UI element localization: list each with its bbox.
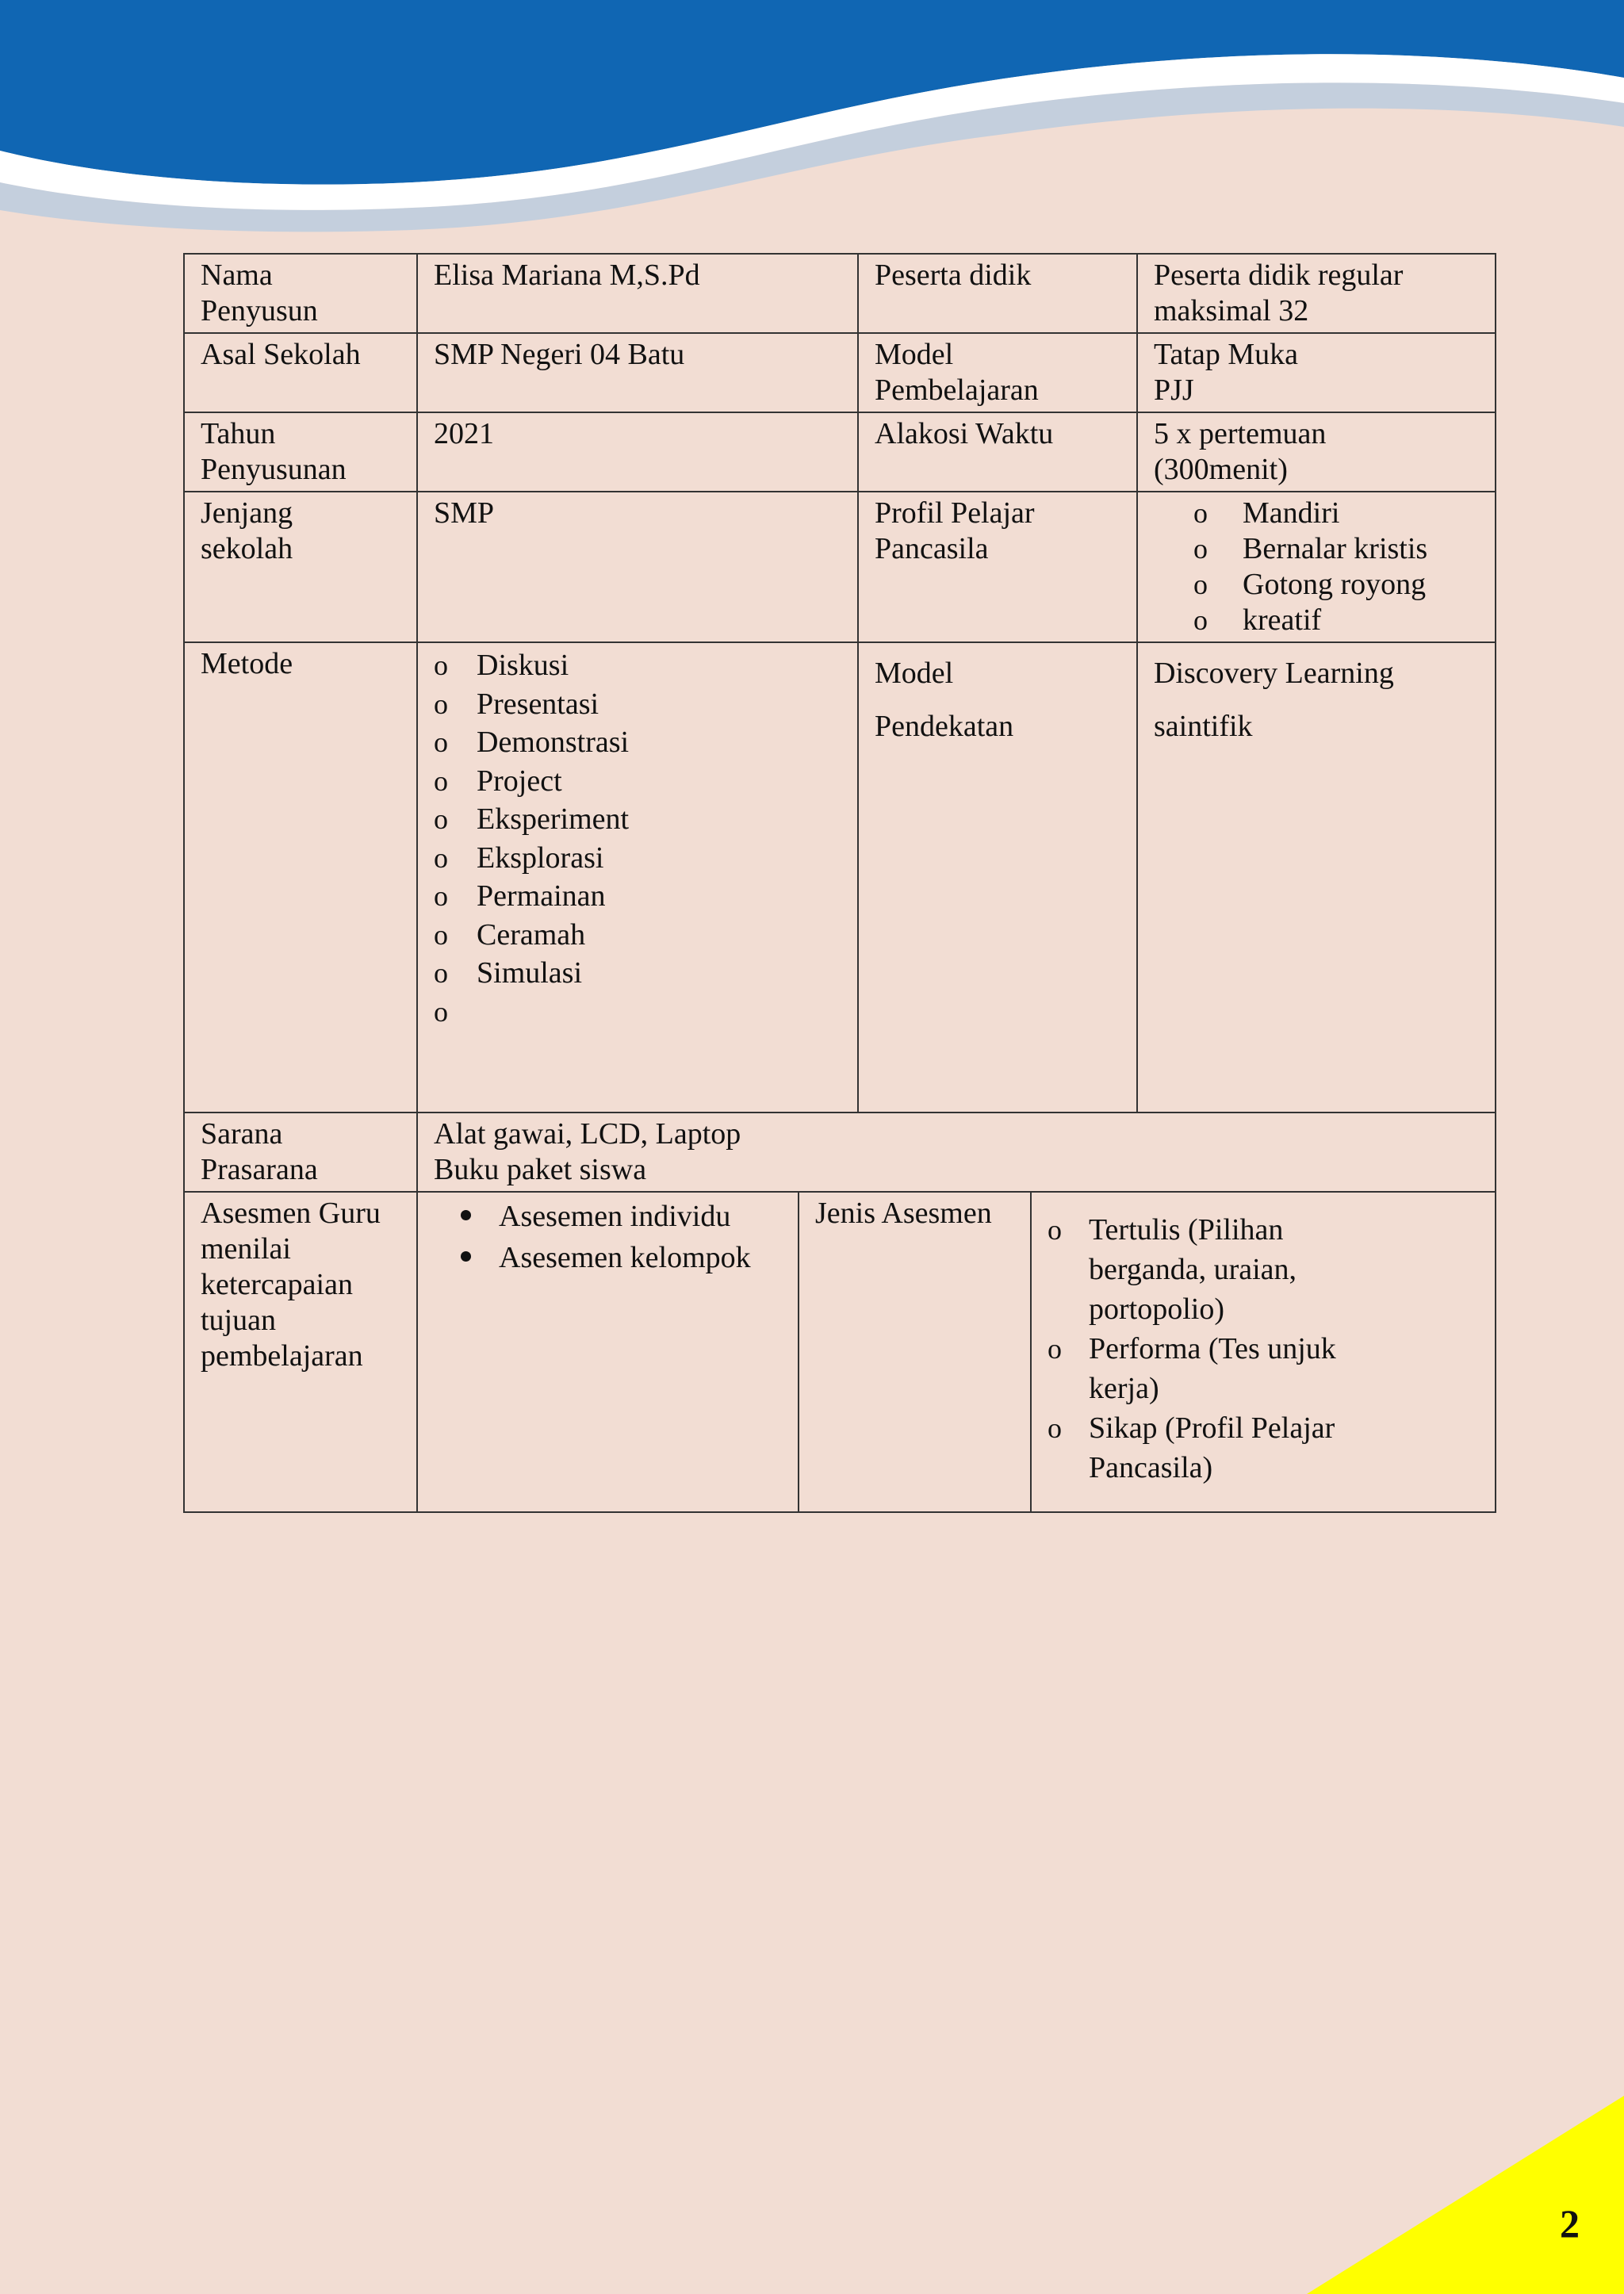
label-line: sekolah	[201, 532, 293, 565]
value-jenis-asesmen	[1031, 1193, 1495, 1511]
item-line: Pancasila)	[1089, 1451, 1213, 1484]
page-number: 2	[1560, 2201, 1580, 2246]
label-peserta-didik: Peserta didik	[858, 254, 1137, 333]
label-asesmen-guru	[184, 1192, 417, 1512]
label-line: Sarana	[201, 1117, 283, 1151]
label-alokasi-waktu: Alakosi Waktu	[858, 412, 1137, 492]
value-pendekatan: saintifik	[1154, 710, 1253, 743]
list-item: o Ceramah	[434, 916, 843, 955]
list-item: o Gotong royong	[1193, 567, 1480, 603]
label-asal-sekolah: Asal Sekolah	[184, 333, 417, 412]
value-line: (300menit)	[1154, 453, 1288, 486]
row-asesmen	[184, 1192, 1496, 1512]
row-asal-sekolah	[184, 333, 1496, 412]
value-model-pembelajaran	[1137, 333, 1496, 412]
metode-list	[434, 646, 843, 1031]
list-item: o Demonstrasi	[434, 723, 843, 762]
list-item	[1048, 1329, 1480, 1408]
list-item	[434, 993, 843, 1032]
list-item: o Permainan	[434, 877, 843, 916]
item-line: kerja)	[1089, 1372, 1159, 1405]
list-item: o Project	[434, 762, 843, 801]
list-item: Asesemen kelompok	[459, 1237, 783, 1278]
value-line: Alat gawai, LCD, Laptop	[434, 1117, 741, 1151]
list-item: o kreatif	[1193, 603, 1480, 638]
item-line: portopolio)	[1089, 1293, 1224, 1326]
list-item: o Bernalar kristis	[1193, 531, 1480, 567]
label-line: Model	[875, 338, 954, 371]
label-line: pembelajaran	[201, 1339, 363, 1373]
list-item: o Diskusi	[434, 646, 843, 685]
item-line: o Tertulis (Pilihan	[1089, 1213, 1284, 1247]
label-model-pendekatan	[858, 642, 1137, 1113]
value-model: Discovery Learning	[1154, 657, 1394, 690]
list-item: o Simulasi	[434, 954, 843, 993]
row-nama-penyusun	[184, 254, 1496, 333]
label-line: menilai	[201, 1232, 291, 1266]
row-tahun-penyusunan	[184, 412, 1496, 492]
row-jenjang-sekolah	[184, 492, 1496, 642]
list-item	[1048, 1408, 1480, 1488]
corner-yellow-decoration	[1307, 2096, 1624, 2294]
value-line: Buku paket siswa	[434, 1153, 647, 1186]
label-profil-pelajar	[858, 492, 1137, 642]
row-metode	[184, 642, 1496, 1113]
label-pendekatan: Pendekatan	[875, 710, 1014, 743]
lesson-identity-table	[183, 253, 1496, 1513]
list-item: o Eksplorasi	[434, 839, 843, 878]
label-model-pembelajaran	[858, 333, 1137, 412]
value-line: Peserta didik regular	[1154, 259, 1404, 292]
label-line: Tahun	[201, 417, 276, 450]
value-line: 5 x pertemuan	[1154, 417, 1327, 450]
row-sarana-prasarana	[184, 1113, 1496, 1192]
value-nama-penyusun: Elisa Mariana M,S.Pd	[417, 254, 858, 333]
value-asal-sekolah: SMP Negeri 04 Batu	[417, 333, 858, 412]
label-line: Nama	[201, 259, 273, 292]
label-line: tujuan	[201, 1304, 276, 1337]
label-line: Profil Pelajar	[875, 496, 1035, 530]
value-line: maksimal 32	[1154, 294, 1309, 327]
profil-list	[1138, 496, 1480, 638]
value-peserta-didik	[1137, 254, 1496, 333]
list-item: o Presentasi	[434, 685, 843, 724]
value-sarana-prasarana	[417, 1113, 1496, 1192]
label-jenis-asesmen: Jenis Asesmen	[799, 1193, 1031, 1511]
asesmen-list	[434, 1196, 783, 1278]
label-metode: Metode	[184, 642, 417, 1113]
label-line: Penyusunan	[201, 453, 347, 486]
item-line: o Performa (Tes unjuk	[1089, 1332, 1336, 1365]
label-line: Pembelajaran	[875, 373, 1039, 407]
list-item: Asesemen individu	[459, 1196, 783, 1237]
label-line: Jenjang	[201, 496, 293, 530]
label-tahun-penyusunan	[184, 412, 417, 492]
item-line: berganda, uraian,	[1089, 1253, 1297, 1286]
value-model-pendekatan	[1137, 642, 1496, 1113]
value-jenjang-sekolah: SMP	[417, 492, 858, 642]
label-line: Pancasila	[875, 532, 989, 565]
label-jenjang-sekolah	[184, 492, 417, 642]
label-sarana-prasarana	[184, 1113, 417, 1192]
list-item	[1048, 1210, 1480, 1329]
label-line: Penyusun	[201, 294, 318, 327]
item-line: o Sikap (Profil Pelajar	[1089, 1411, 1335, 1445]
value-line: Tatap Muka	[1154, 338, 1299, 371]
jenis-asesmen-list	[1048, 1210, 1480, 1488]
asesmen-detail-cell	[417, 1192, 1496, 1512]
value-tahun-penyusunan: 2021	[417, 412, 858, 492]
label-line: ketercapaian	[201, 1268, 353, 1301]
value-alokasi-waktu	[1137, 412, 1496, 492]
value-metode	[417, 642, 858, 1113]
list-item: o Mandiri	[1193, 496, 1480, 531]
value-asesmen-jenis-kelompok	[418, 1193, 799, 1511]
label-line: Prasarana	[201, 1153, 318, 1186]
label-line: Asesmen Guru	[201, 1197, 381, 1230]
value-profil-pelajar	[1137, 492, 1496, 642]
label-nama-penyusun	[184, 254, 417, 333]
label-model: Model	[875, 657, 954, 690]
value-line: PJJ	[1154, 373, 1194, 407]
header-wave-decoration	[0, 0, 1624, 254]
asesmen-subtable	[418, 1193, 1495, 1511]
list-item: o Eksperiment	[434, 800, 843, 839]
